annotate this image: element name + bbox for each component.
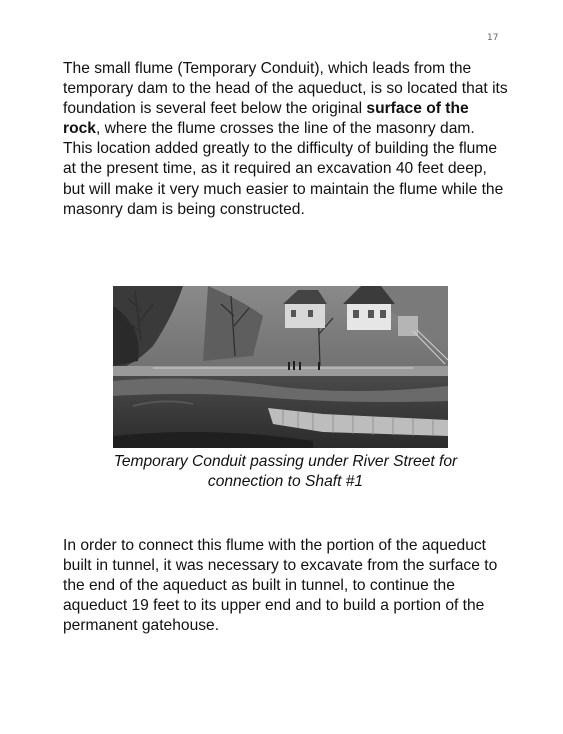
paragraph-intro-text-a: The small flume (Temporary Conduit), which leads from the temporary dam to the head of the aqueduct, is so located that its foundation is several feet below the original <box>63 60 508 118</box>
caption-line-2: connection to Shaft #1 <box>207 473 364 491</box>
paragraph-intro <box>63 59 508 220</box>
paragraph-intro-bold: surface of the rock <box>63 100 469 138</box>
page-number: 17 <box>487 33 499 43</box>
caption-line-1: Temporary Conduit passing under River Street for <box>113 453 458 470</box>
paragraph-intro-text-b: , where the flume crosses the line of the masonry dam. This location added greatly to the difficulty of building the flume at the present time, as it required an excavation 40 feet deep, but will make it very much easier to maintain the flume while the masonry dam is being constructed. <box>63 120 504 218</box>
paragraph-connection: In order to connect this flume with the portion of the aqueduct built in tunnel, it was necessary to excavate from the surface to the end of the aqueduct as built in tunnel, to continue the aqueduct 19 feet to its upper end and to build a portion of the permanent gatehouse. <box>63 537 498 635</box>
photo-illustration <box>113 286 448 448</box>
historic-photo <box>113 286 448 448</box>
photo-caption <box>63 452 508 492</box>
